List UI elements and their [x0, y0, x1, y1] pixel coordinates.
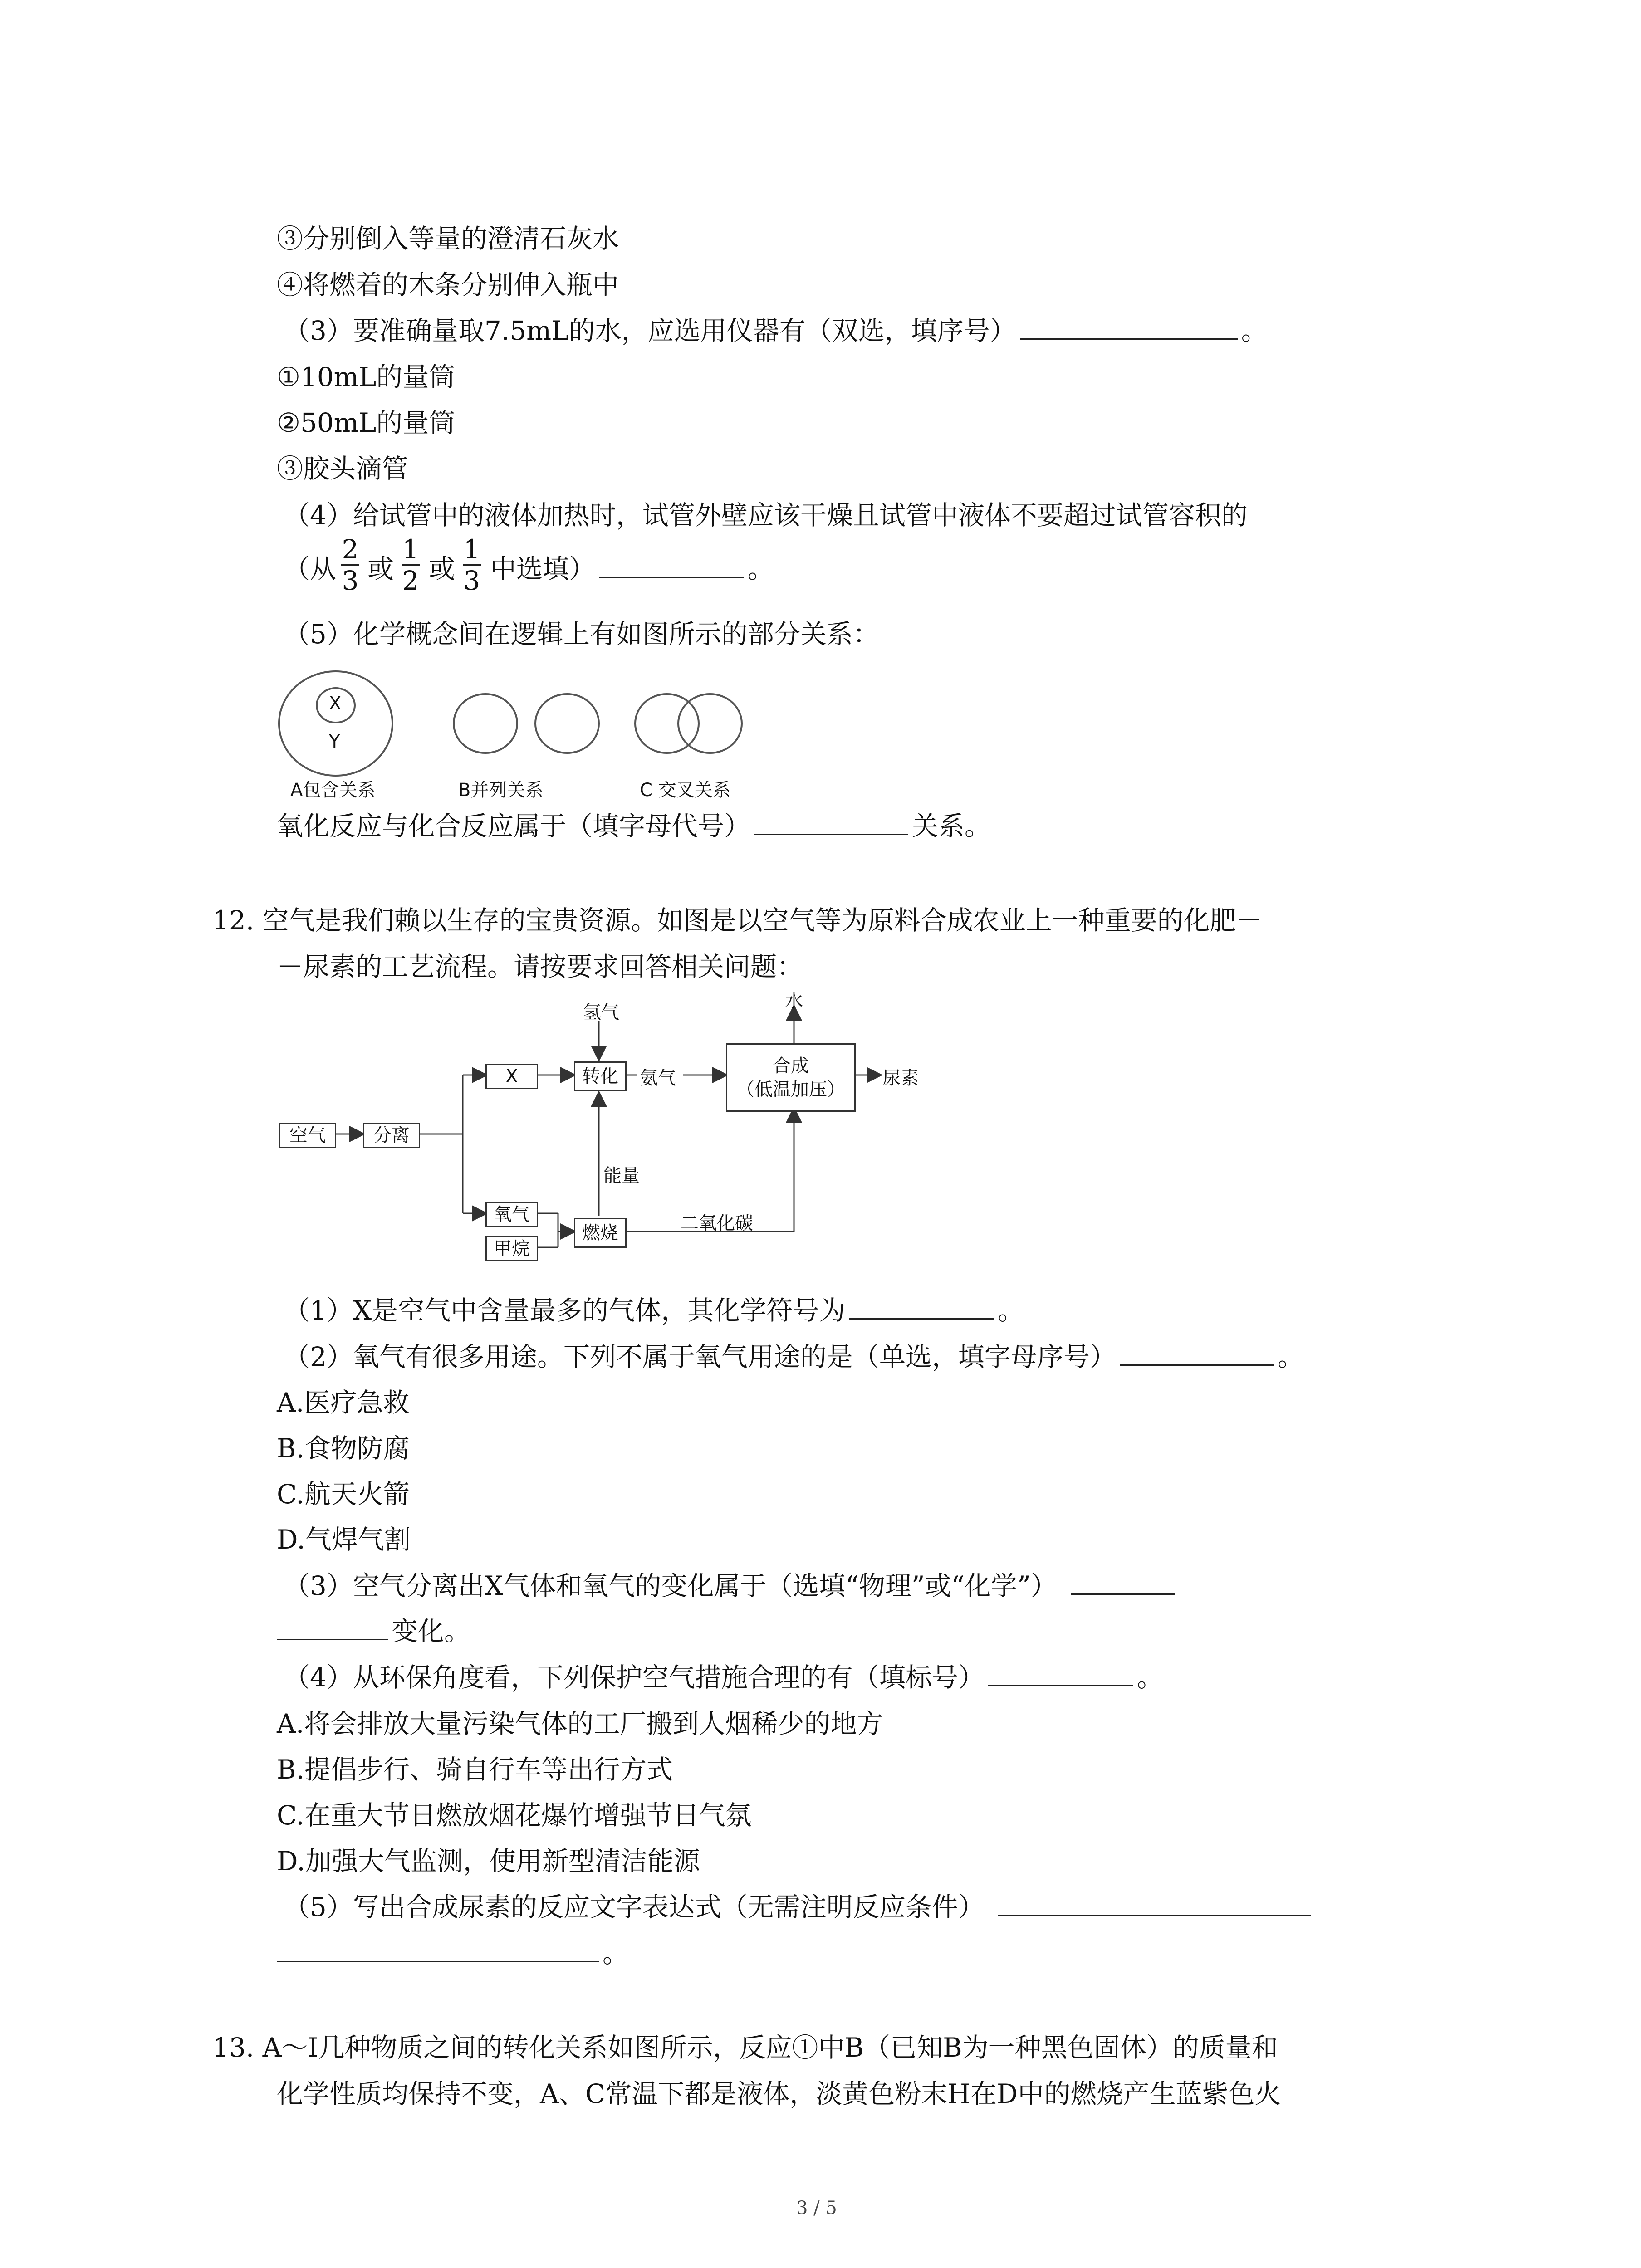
or-text: 或: [429, 553, 456, 584]
flow-box-separate: 分离: [363, 1123, 420, 1148]
flow-label-energy: 能量: [603, 1165, 640, 1186]
separate-circle-right: [535, 694, 599, 753]
answer-blank[interactable]: [1020, 334, 1238, 340]
period: 。: [1277, 1341, 1304, 1372]
q12-part5: [284, 1891, 1315, 1923]
q12-part1: [284, 1294, 1024, 1327]
label-x: X: [329, 693, 342, 714]
q11-option-3: ③分别倒入等量的澄清石灰水: [277, 223, 619, 254]
answer-blank[interactable]: [998, 1910, 1311, 1916]
q12-part5-continuation: [277, 1937, 629, 1970]
flow-label-ammonia: 氨气: [640, 1068, 676, 1089]
q13-line2: 化学性质均保持不变，A、C常温下都是液体，淡黄色粉末H在D中的燃烧产生蓝紫色火: [277, 2078, 1281, 2109]
q11-part3-option-2: ②50mL的量筒: [277, 407, 456, 438]
label-y: Y: [329, 731, 340, 752]
q12-part4-option-b: B.提倡步行、骑自行车等出行方式: [277, 1754, 673, 1785]
q11-part3-text: （3）要准确量取7.5mL的水，应选用仪器有（双选，填序号）: [284, 315, 1016, 346]
q12-intro-line1: 12. 空气是我们赖以生存的宝贵资源。如图是以空气等为原料合成农业上一种重要的化肥－: [212, 905, 1263, 936]
question-text: 氧化反应与化合反应属于（填字母代号）: [277, 811, 751, 841]
flow-box-oxygen: 氧气: [485, 1202, 538, 1227]
numerator: 1: [402, 534, 419, 565]
label-b-parallel: B并列关系: [458, 780, 544, 801]
question-text: （2）氧气有很多用途。下列不属于氧气用途的是（单选，填字母序号）: [284, 1341, 1116, 1372]
period: 。: [603, 1938, 629, 1969]
answer-blank[interactable]: [599, 572, 744, 578]
question-text: （4）从环保角度看，下列保护空气措施合理的有（填标号）: [284, 1662, 985, 1693]
answer-blank[interactable]: [277, 1634, 388, 1640]
open-text: （从: [284, 553, 337, 584]
q12-intro-line2: －尿素的工艺流程。请按要求回答相关问题：: [277, 951, 803, 982]
q12-part4-option-d: D.加强大气监测，使用新型清洁能源: [277, 1846, 700, 1877]
fraction-one-third: [463, 535, 481, 595]
q12-part2-option-b: B.食物防腐: [277, 1433, 410, 1464]
q12-part2-option-a: A.医疗急救: [277, 1387, 410, 1418]
flow-label-urea: 尿素: [882, 1068, 919, 1089]
q12-part4-option-c: C.在重大节日燃放烟花爆竹增强节日气氛: [277, 1800, 752, 1831]
q12-part2: [284, 1340, 1304, 1373]
period: 。: [998, 1295, 1024, 1326]
q11-option-4: ④将燃着的木条分别伸入瓶中: [277, 269, 619, 300]
q12-part4: [284, 1661, 1163, 1694]
q11-part3-option-3: ③胶头滴管: [277, 453, 409, 484]
tail-text: 关系。: [912, 811, 991, 841]
numerator: 2: [342, 534, 359, 565]
page-number: 3 / 5: [796, 2198, 837, 2219]
flow-label-water: 水: [785, 991, 803, 1012]
close-text: 中选填）: [490, 553, 596, 584]
synthesis-condition: （低温加压）: [736, 1079, 845, 1100]
flow-box-air: 空气: [279, 1123, 336, 1148]
question-text: （5）写出合成尿素的反应文字表达式（无需注明反应条件）: [284, 1892, 985, 1922]
flow-box-methane: 甲烷: [485, 1236, 538, 1261]
answer-blank[interactable]: [277, 1956, 599, 1962]
fraction-one-half: [402, 535, 420, 595]
denominator: 3: [342, 565, 359, 596]
q13-line1: 13. A～I几种物质之间的转化关系如图所示，反应①中B（已知B为一种黑色固体）的质量和: [212, 2032, 1278, 2063]
overlap-circle-right: [678, 694, 742, 753]
or-text: 或: [367, 553, 394, 584]
q12-part2-option-d: D.气焊气割: [277, 1524, 411, 1555]
numerator: 1: [463, 534, 480, 565]
q11-part3-option-1: ①10mL的量筒: [277, 362, 456, 392]
answer-blank[interactable]: [1120, 1360, 1274, 1366]
flow-label-hydrogen: 氢气: [583, 1002, 619, 1023]
synthesis-label: 合成: [773, 1055, 809, 1076]
question-text: （1）X是空气中含量最多的气体，其化学符号为: [284, 1295, 846, 1326]
period: 。: [748, 553, 774, 584]
overlap-circle-left: [635, 694, 699, 753]
q12-part3: [284, 1569, 1179, 1602]
flow-box-burn: 燃烧: [574, 1218, 627, 1248]
q11-part5-question: [277, 810, 991, 842]
q11-part4-fraction-line: [284, 552, 336, 585]
answer-blank[interactable]: [1071, 1589, 1175, 1595]
q11-part4-close: [490, 552, 774, 585]
q12-part4-option-a: A.将会排放大量污染气体的工厂搬到人烟稀少的地方: [277, 1708, 883, 1739]
flow-box-x: X: [485, 1064, 538, 1089]
q11-part4: （4）给试管中的液体加热时，试管外壁应该干燥且试管中液体不要超过试管容积的: [284, 500, 1248, 531]
q12-part3-continuation: [277, 1615, 470, 1647]
denominator: 3: [463, 565, 480, 596]
fraction-two-thirds: [341, 535, 359, 595]
answer-blank[interactable]: [754, 829, 908, 835]
period: 。: [1136, 1662, 1163, 1693]
label-c-intersection: C 交叉关系: [640, 780, 731, 801]
answer-blank[interactable]: [849, 1314, 994, 1320]
period: 。: [1241, 315, 1268, 346]
answer-blank[interactable]: [988, 1681, 1133, 1686]
flow-label-co2: 二氧化碳: [681, 1213, 753, 1234]
flow-box-convert: 转化: [574, 1061, 627, 1091]
q11-part3: [284, 314, 1268, 347]
denominator: 2: [402, 565, 419, 596]
separate-circle-left: [454, 694, 517, 753]
q12-part2-option-c: C.航天火箭: [277, 1479, 410, 1510]
label-a-inclusion: A包含关系: [290, 780, 376, 801]
flow-box-synthesis: [726, 1043, 856, 1112]
question-text: （3）空气分离出X气体和氧气的变化属于（选填“物理”或“化学”）: [284, 1570, 1057, 1601]
q11-part5: （5）化学概念间在逻辑上有如图所示的部分关系：: [284, 619, 879, 650]
tail-text: 变化。: [392, 1616, 471, 1647]
